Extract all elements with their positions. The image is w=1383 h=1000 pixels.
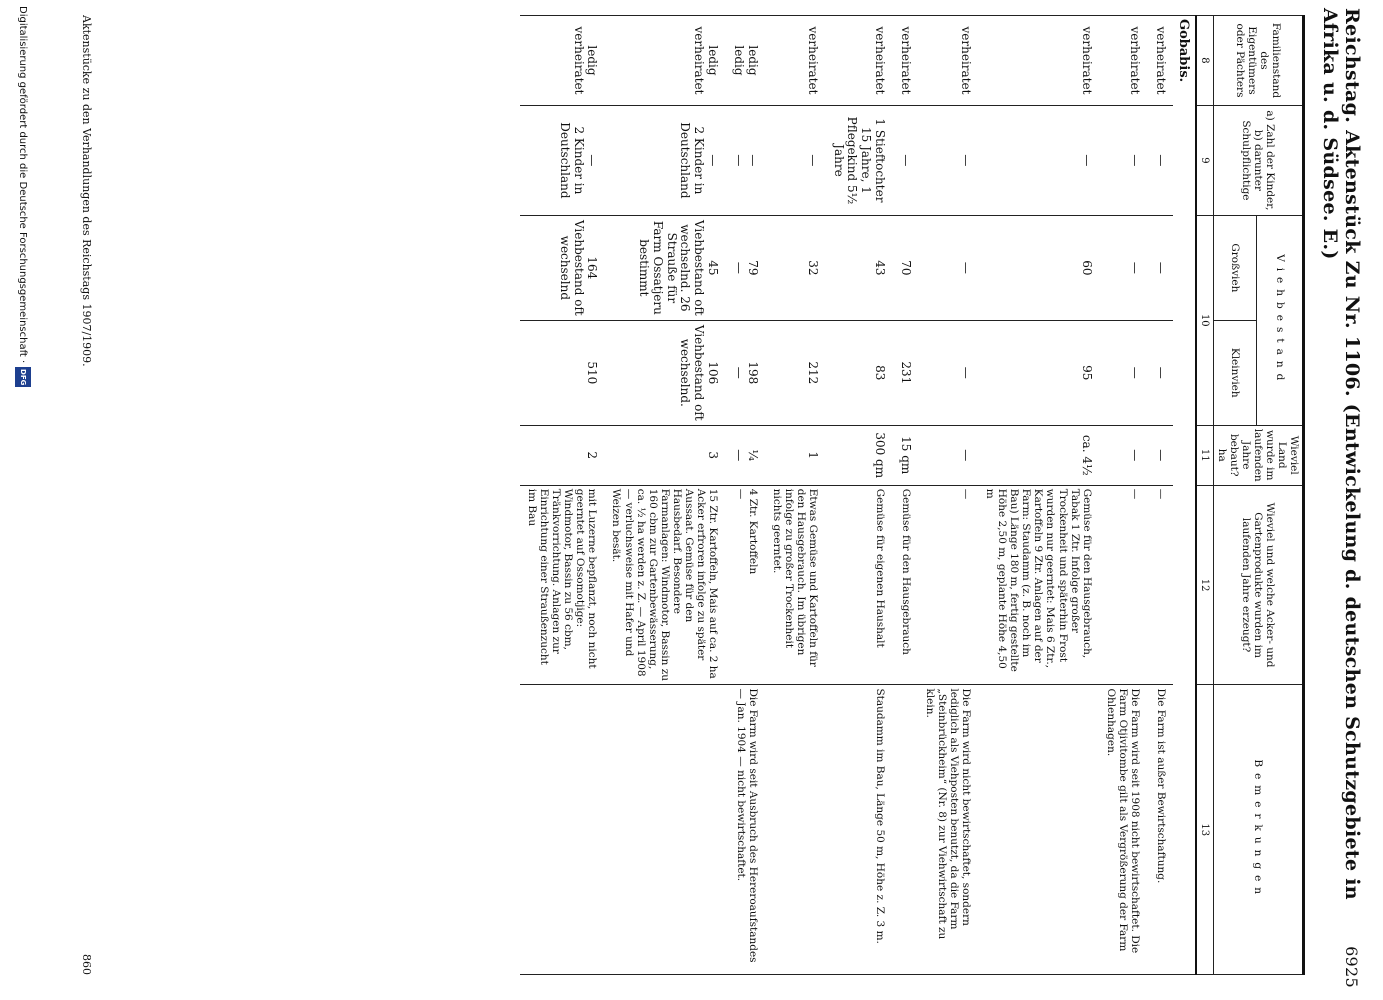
land-cell: 1 [765,425,825,485]
grossvieh-cell: 70 [892,215,918,320]
kleinvieh-cell: — [1099,320,1147,425]
col-number-8: 8 [1196,16,1214,106]
familienstand-cell: ledig ledig [725,16,765,106]
produkte-cell: 4 Ztr. Kartoffeln — [725,485,765,685]
grossvieh-cell: — [1147,215,1173,320]
land-cell: ¼ — [725,425,765,485]
bemerkungen-cell [604,685,725,975]
land-cell: 15 qm [892,425,918,485]
col-header-viehbestand: Viehbestand [1257,215,1304,425]
grossvieh-cell: — [1099,215,1147,320]
footer-number: 860 [80,954,93,975]
col-header-grossvieh: Großvieh [1213,215,1257,320]
familienstand-cell: verheiratet [978,16,1099,106]
bemerkungen-cell: Staudamm im Bau, Länge 50 m, Höhe z. Z. 3 m. [825,685,892,975]
grossvieh-cell: 164 Viehbestand oft wechselnd [520,215,604,320]
col-header-kleinvieh: Kleinvieh [1213,320,1257,425]
grossvieh-cell: 45 Viehbestand oft wechselnd. 26 Strauße für Farm Ossatjeru bestimmt [604,215,725,320]
bemerkungen-cell [892,685,918,975]
bemerkungen-cell: Die Farm wird nicht bewirtschaftet, sondern lediglich als Viehposten benutzt, da die Farm „Steinbrückheim“ (Nr. 8) zur Viehwirtschaft zu klein. [918,685,978,975]
col-header-bemerkungen: Bemerkungen [1213,685,1303,975]
header-title: Reichstag. Aktenstück Zu Nr. 1106. (Entwickelung d. deutschen Schutzgebiete in Afrika u. d. Südsee. E.) [1319,8,1363,900]
digitization-text: Digitalisierung gefördert durch die Deutsche Forschungsgemeinschaft · [17,6,29,364]
kinder-cell: — [892,105,918,215]
familienstand-cell: ledig verheiratet [520,16,604,106]
bemerkungen-cell [520,685,604,975]
page-header [1319,8,1363,988]
table-row [892,16,918,975]
land-cell: 300 qm [825,425,892,485]
table-row [1147,16,1173,975]
grossvieh-cell: 79 — [725,215,765,320]
kleinvieh-cell: 198 — [725,320,765,425]
familienstand-cell: ledig verheiratet [604,16,725,106]
land-cell: — [1099,425,1147,485]
bemerkungen-cell: Die Farm wird seit 1908 nicht bewirtschaftet. Die Farm Otjivitombe gilt als Vergrößerung der Farm Ohlenhagen. [1099,685,1147,975]
header-page-number: 6925 [1342,946,1361,988]
col-number-12: 12 [1196,485,1214,685]
table-row [520,16,604,975]
kleinvieh-cell: 106 Viehbestand oft wechselnd. [604,320,725,425]
kinder-cell: — — [725,105,765,215]
table-body [520,16,1196,975]
section-title: Gobabis. [1173,16,1196,975]
produkte-cell: — [1099,485,1147,685]
bemerkungen-cell: Die Farm ist außer Bewirtschaftung. [1147,685,1173,975]
produkte-cell: Etwas Gemüse und Kartoffeln für den Hausgebrauch. Im übrigen infolge zu großer Trockenheit nichts geerntet. [765,485,825,685]
produkte-cell: — [918,485,978,685]
kleinvieh-cell: 212 [765,320,825,425]
land-cell: ca. 4½ [978,425,1099,485]
kleinvieh-cell: 510 [520,320,604,425]
table-row [765,16,825,975]
kinder-cell: — [1147,105,1173,215]
col-number-9: 9 [1196,105,1214,215]
table-row [604,16,725,975]
bemerkungen-cell: Die Farm wird seit Ausbruch des Hereroaufstandes — Jan. 1904 — nicht bewirtschaftet. [725,685,765,975]
produkte-cell: Gemüse für eigenen Haushalt [825,485,892,685]
col-number-13: 13 [1196,685,1214,975]
dfg-logo: DFG [15,367,31,387]
grossvieh-cell: — [918,215,978,320]
col-header-produkte: Wieviel und welche Acker- und Gartenprodukte wurden im laufenden Jahre erzeugt? [1213,485,1303,685]
table-row [978,16,1099,975]
produkte-cell: — [1147,485,1173,685]
kleinvieh-cell: — [1147,320,1173,425]
col-header-kinder: a) Zahl der Kinder, b) darunter Schulpflichtige [1213,105,1303,215]
familienstand-cell: verheiratet [765,16,825,106]
land-cell: 3 [604,425,725,485]
kinder-cell: — 2 Kinder in Deutschland [520,105,604,215]
table-row [725,16,765,975]
kinder-cell: 1 Stieftochter 15 Jahre, 1 Pflegekind 5½ Jahre [825,105,892,215]
familienstand-cell: verheiratet [892,16,918,106]
kinder-cell: — [918,105,978,215]
grossvieh-cell: 32 [765,215,825,320]
produkte-cell: mit Luzerne bepflanzt, noch nicht geerntet auf Ossomotjige: Windmotor, Bassin zu 56 cbm, Tränkvorrichtung. Anlagen zur Einrichtung einer Straußenzucht im Bau [520,485,604,685]
col-header-land: Wieviel Land wurde im laufenden Jahre bebaut? ha [1213,425,1303,485]
footer-text: Aktenstücke zu den Verhandlungen des Reichstags 1907/1909. [80,15,93,367]
col-number-10: 10 [1196,215,1214,425]
kleinvieh-cell: 95 [978,320,1099,425]
table-row [1099,16,1147,975]
produkte-cell: Gemüse für den Hausgebrauch [892,485,918,685]
col-header-familienstand: Familienstand des Eigentümers oder Pächters [1213,16,1303,106]
produkte-cell: 15 Ztr. Kartoffeln, Mais auf ca. 2 ha Acker erfroren infolge zu später Aussaat. Gemüse für den Hausbedarf. Besondere Farmanlagen: Windmotor, Bassin zu 160 cbm zur Gartenbewässerung, ca. ½ ha werden z. Z. — April 1908 — verluchsweise mit Hafer und Weizen besät. [604,485,725,685]
kleinvieh-cell: 231 [892,320,918,425]
kleinvieh-cell: — [918,320,978,425]
bemerkungen-cell [978,685,1099,975]
table-row [918,16,978,975]
familienstand-cell: verheiratet [825,16,892,106]
col-number-11: 11 [1196,425,1214,485]
land-cell: 2 [520,425,604,485]
bemerkungen-cell [765,685,825,975]
grossvieh-cell: 60 [978,215,1099,320]
land-cell: — [918,425,978,485]
kinder-cell: — 2 Kinder in Deutschland [604,105,725,215]
grossvieh-cell: 43 [825,215,892,320]
table-row [825,16,892,975]
kinder-cell: — [765,105,825,215]
page-footer [80,15,93,975]
kleinvieh-cell: 83 [825,320,892,425]
produkte-cell: Gemüse für den Hausgebrauch, Tabak 1 Ztr. Infolge großer Trockenheit und späterhin Frost wurden nur geerntet: Mais 6 Ztr., Kartoffeln 9 Ztr. Anlagen auf der Farm: Staudamm (z. B. noch im Bau) Länge 180 m, fertig gestellte Höhe 2,50 m, geplante Höhe 4,50 m [978,485,1099,685]
data-table [520,15,1305,975]
kinder-cell: — [978,105,1099,215]
digitization-note [15,6,31,387]
familienstand-cell: verheiratet [1147,16,1173,106]
land-cell: — [1147,425,1173,485]
familienstand-cell: verheiratet [1099,16,1147,106]
kinder-cell: — [1099,105,1147,215]
familienstand-cell: verheiratet [918,16,978,106]
